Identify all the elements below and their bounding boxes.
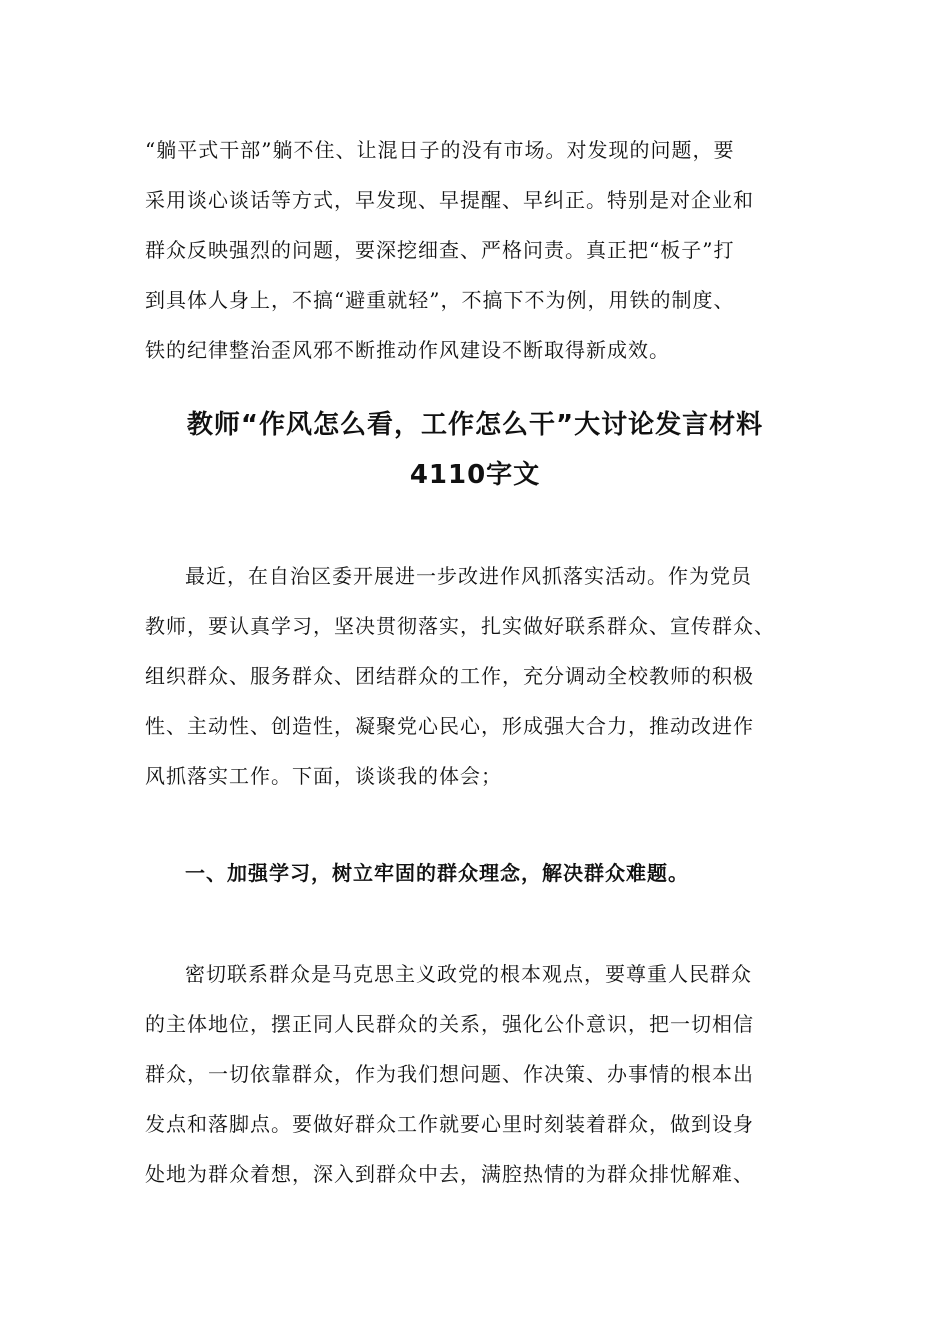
paragraph-2-line-4: 发点和落脚点。要做好群众工作就要心里时刻装着群众，做到设身 <box>145 1112 754 1136</box>
intro-line-3: 群众反映强烈的问题，要深挖细查、严格问责。真正把“板子”打 <box>145 238 735 262</box>
intro-line-1: “躺平式干部”躺不住、让混日子的没有市场。对发现的问题，要 <box>145 138 735 162</box>
intro-line-4: 到具体人身上，不搞“避重就轻”，不搞下不为例，用铁的制度、 <box>145 288 735 312</box>
intro-line-2: 采用谈心谈话等方式，早发现、早提醒、早纠正。特别是对企业和 <box>145 188 754 212</box>
paragraph-1-line-3: 组织群众、服务群众、团结群众的工作，充分调动全校教师的积极 <box>145 664 754 688</box>
paragraph-1-line-4: 性、主动性、创造性，凝聚党心民心，形成强大合力，推动改进作 <box>145 714 754 738</box>
intro-line-5: 铁的纪律整治歪风邪不断推动作风建设不断取得新成效。 <box>145 338 670 362</box>
document-title-line-2: 4110字文 <box>409 460 541 490</box>
document-title-line-1: 教师“作风怎么看，工作怎么干”大讨论发言材料 <box>186 410 764 440</box>
paragraph-2-line-3: 群众，一切依靠群众，作为我们想问题、作决策、办事情的根本出 <box>145 1062 754 1086</box>
paragraph-1-line-2: 教师，要认真学习，坚决贯彻落实，扎实做好联系群众、宣传群众、 <box>145 614 775 638</box>
section-heading: 一、加强学习，树立牢固的群众理念，解决群众难题。 <box>185 861 689 885</box>
paragraph-1-line-5: 风抓落实工作。下面，谈谈我的体会； <box>145 764 502 788</box>
paragraph-2-line-2: 的主体地位，摆正同人民群众的关系，强化公仆意识，把一切相信 <box>145 1012 754 1036</box>
paragraph-1-line-1: 最近，在自治区委开展进一步改进作风抓落实活动。作为党员 <box>185 564 752 588</box>
paragraph-2-line-5: 处地为群众着想，深入到群众中去，满腔热情的为群众排忧解难、 <box>145 1162 754 1186</box>
paragraph-2-line-1: 密切联系群众是马克思主义政党的根本观点，要尊重人民群众 <box>185 962 752 986</box>
